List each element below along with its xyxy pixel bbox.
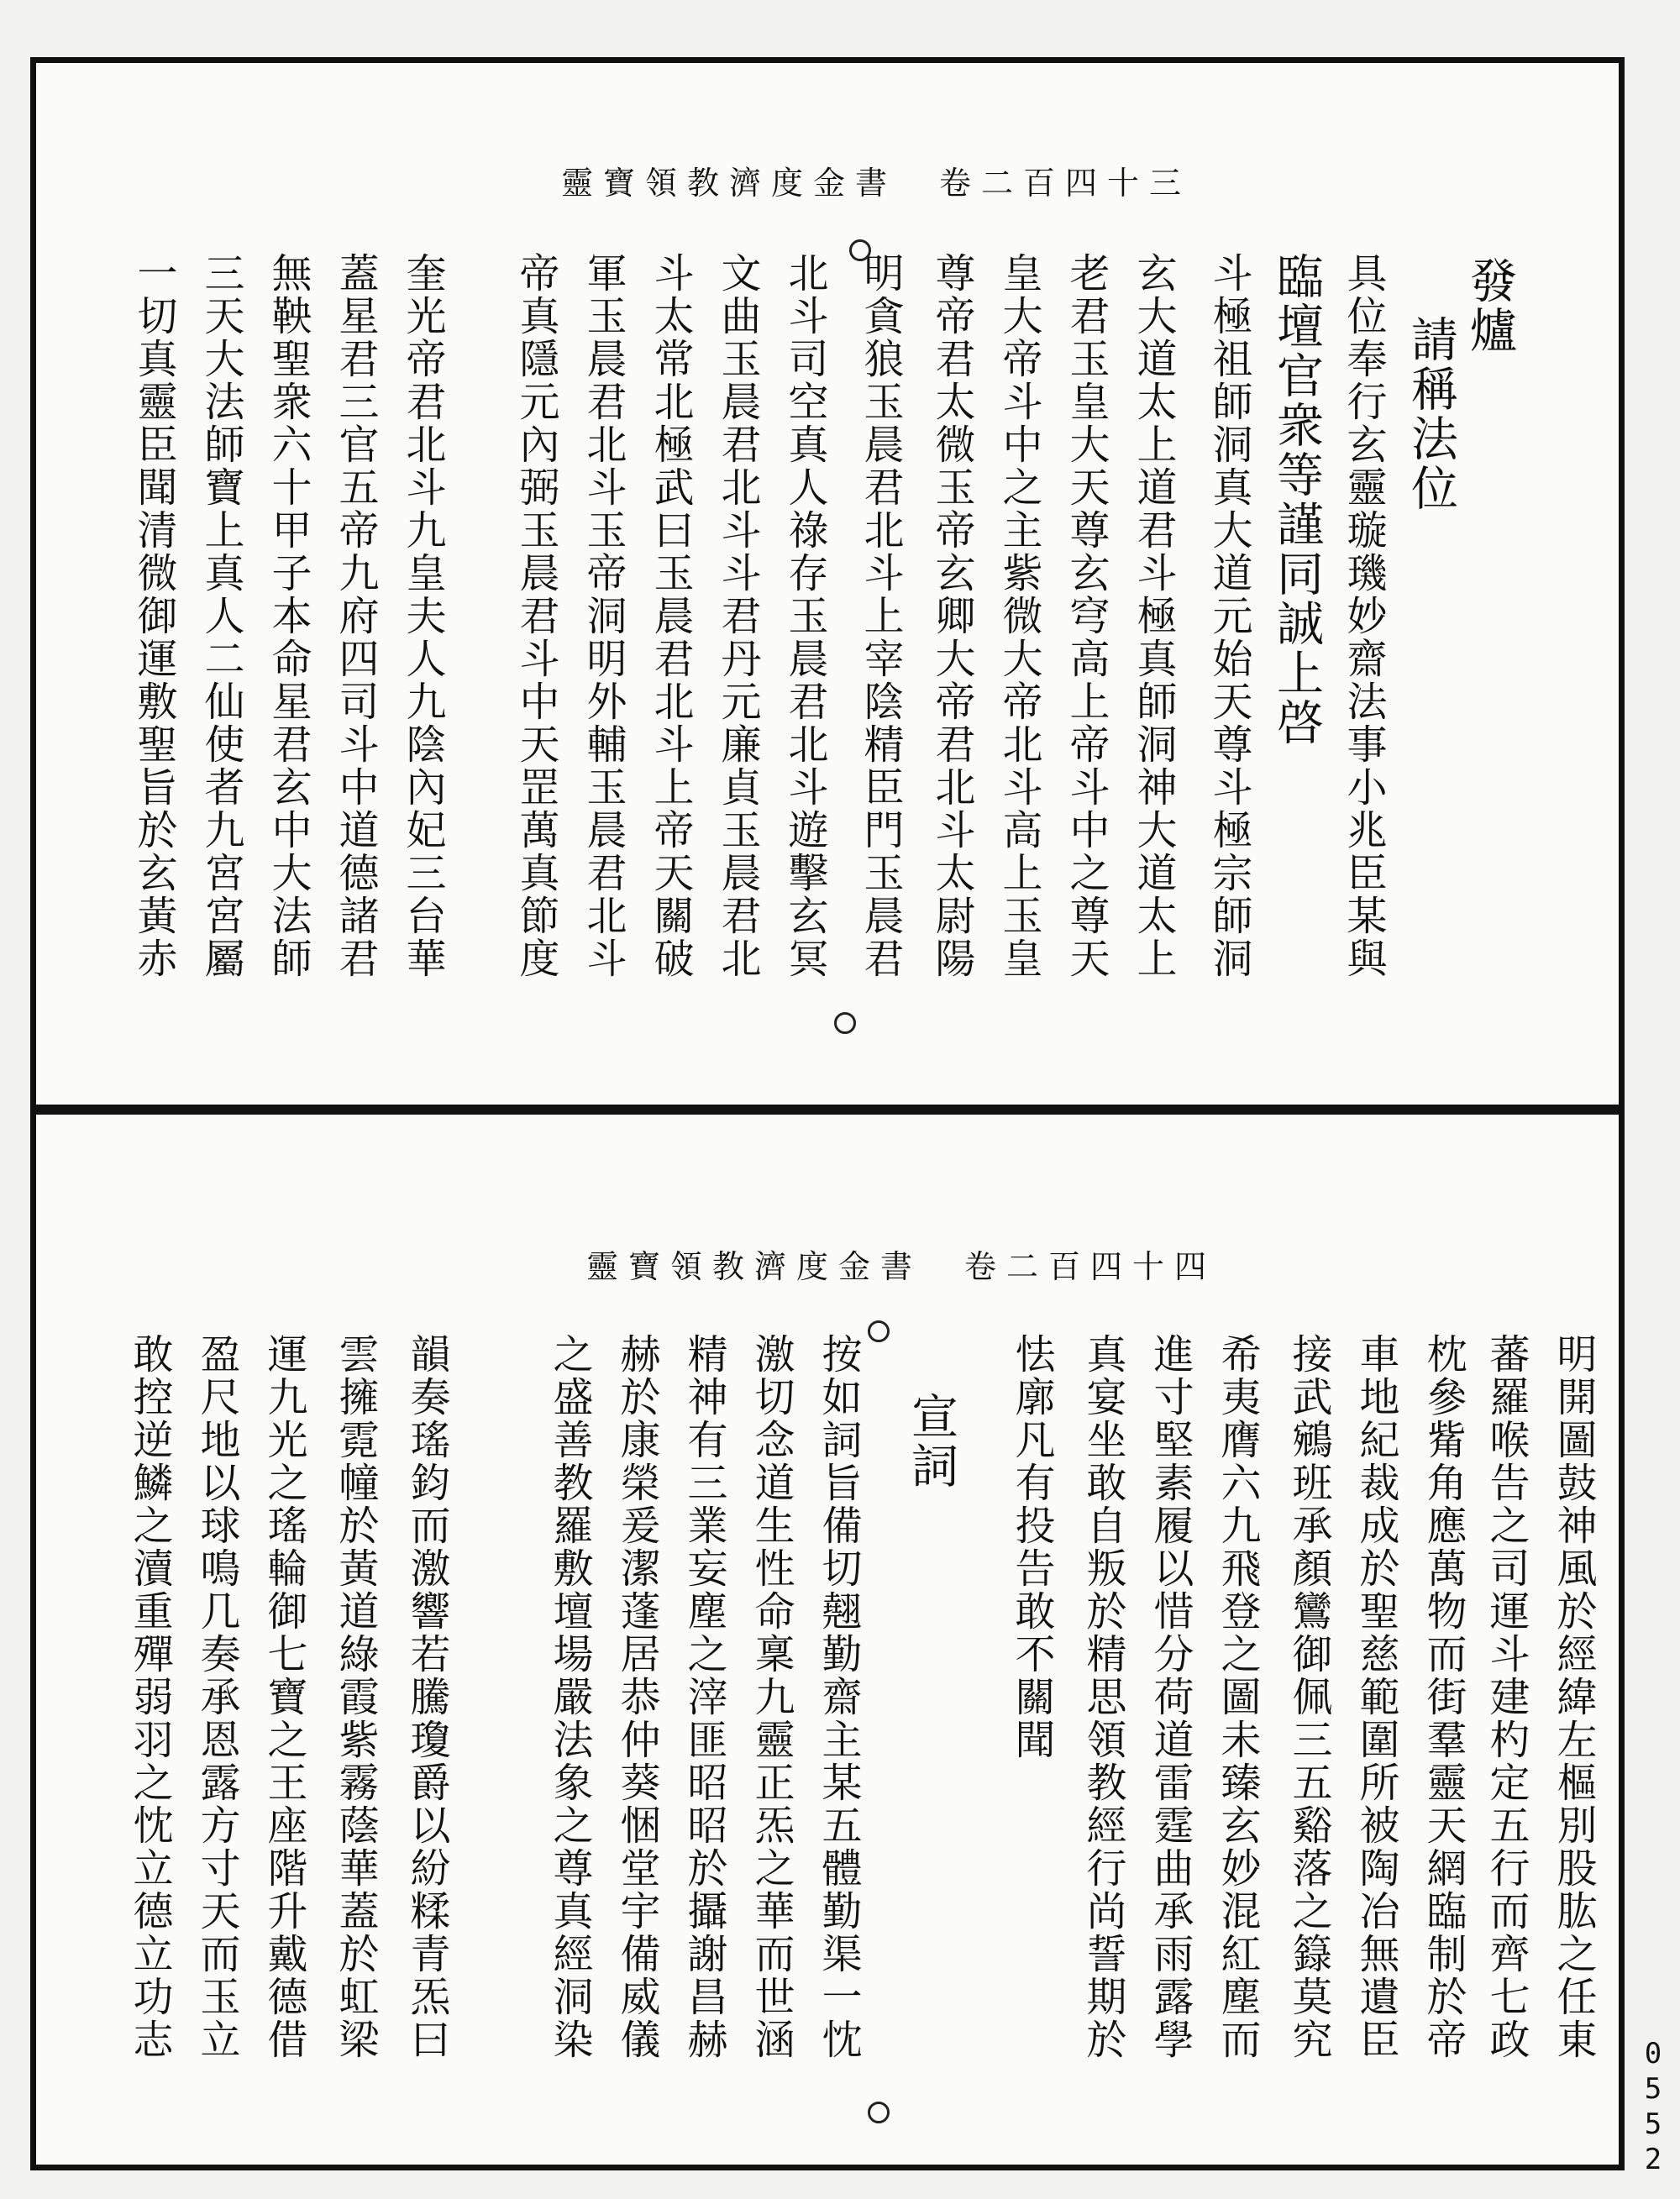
text-column: 臨壇官衆等謹同誠上啓 bbox=[1269, 252, 1324, 748]
text-column: 北斗司空真人祿存玉晨君北斗遊擊玄冥 bbox=[781, 252, 828, 980]
top-page bbox=[36, 63, 1619, 1105]
text-column: 請稱法位 bbox=[1404, 315, 1458, 513]
text-column: 斗極祖師洞真大道元始天尊斗極宗師洞 bbox=[1205, 252, 1252, 980]
bottom-page bbox=[36, 1115, 1619, 2165]
text-column: 精神有三業妄塵之滓匪昭昭於攝謝昌赫 bbox=[680, 1333, 727, 2061]
page-number: 0552 bbox=[1636, 2037, 1670, 2178]
text-column: 蓋星君三官五帝九府四司斗中道德諸君 bbox=[332, 252, 379, 980]
text-column: 真宴坐敢自叛於精思領教經行尚誓期於 bbox=[1079, 1333, 1126, 2061]
text-column: 發爐 bbox=[1462, 256, 1517, 355]
text-column: 赫於康榮爰潔蓬居恭仲葵悃堂宇備威儀 bbox=[613, 1333, 660, 2061]
text-column: 車地紀裁成於聖慈範圍所被陶冶無遺臣 bbox=[1352, 1333, 1399, 2061]
text-column: 玄大道太上道君斗極真師洞神大道太上 bbox=[1130, 252, 1177, 980]
top-page-header: 靈寶領教濟度金書 卷二百四十三 bbox=[560, 165, 1191, 202]
page-divider bbox=[36, 1105, 1619, 1115]
circle-mark-icon bbox=[868, 2102, 890, 2123]
text-column: 明貪狼玉晨君北斗上宰陰精臣門玉晨君 bbox=[857, 252, 904, 980]
text-column: 一切真靈臣聞清微御運敷聖旨於玄黃赤 bbox=[130, 252, 177, 980]
text-column: 接武鵷班承顏鸞御佩三五谿落之籙莫究 bbox=[1285, 1333, 1332, 2061]
text-column: 宣詞 bbox=[904, 1392, 958, 1491]
text-column: 之盛善教羅敷壇場嚴法象之尊真經洞染 bbox=[546, 1333, 593, 2061]
text-column: 三天大法師寶上真人二仙使者九宮宮屬 bbox=[197, 252, 244, 980]
text-column: 皇大帝斗中之主紫微大帝北斗高上玉皇 bbox=[995, 252, 1042, 980]
text-column: 奎光帝君北斗九皇夫人九陰內妃三台華 bbox=[399, 252, 446, 980]
text-column: 具位奉行玄靈璇璣妙齋法事小兆臣某與 bbox=[1340, 252, 1387, 980]
text-column: 軍玉晨君北斗玉帝洞明外輔玉晨君北斗 bbox=[580, 252, 627, 980]
text-column: 進寸堅素履以惜分荷道雷霆曲承雨露學 bbox=[1147, 1333, 1194, 2061]
text-column: 帝真隱元內弼玉晨君斗中天罡萬真節度 bbox=[512, 252, 559, 980]
text-column: 明開圖鼓神風於經緯左樞別股肱之任東 bbox=[1550, 1333, 1597, 2061]
text-column: 尊帝君太微玉帝玄卿大帝君北斗太尉陽 bbox=[928, 252, 975, 980]
page-frame bbox=[30, 57, 1625, 2170]
text-column: 敢控逆鱗之瀆重殫弱羽之忱立德立功志 bbox=[126, 1333, 173, 2061]
text-column: 韻奏瑤鈞而激響若騰瓊爵以紛糅青炁曰 bbox=[403, 1333, 450, 2061]
text-column: 激切念道生性命稟九靈正炁之華而世涵 bbox=[748, 1333, 795, 2061]
text-column: 文曲玉晨君北斗斗君丹元廉貞玉晨君北 bbox=[714, 252, 761, 980]
text-column: 按如詞旨備切翹勤齋主某五體勤渠一忱 bbox=[815, 1333, 862, 2061]
text-column: 盈尺地以球鳴几奏承恩露方寸天而玉立 bbox=[193, 1333, 240, 2061]
text-column: 枕參觜角應萬物而街羣靈天網臨制於帝 bbox=[1420, 1333, 1467, 2061]
text-column: 無鞅聖衆六十甲子本命星君玄中大法師 bbox=[265, 252, 312, 980]
text-column: 老君玉皇大天尊玄穹高上帝斗中之尊天 bbox=[1063, 252, 1110, 980]
circle-mark-icon bbox=[849, 239, 871, 261]
circle-mark-icon bbox=[868, 1320, 890, 1342]
circle-mark-icon bbox=[834, 1012, 856, 1034]
text-column: 運九光之瑤輪御七寶之王座階升戴德借 bbox=[260, 1333, 307, 2061]
text-column: 怯廓凡有投告敢不關聞 bbox=[1008, 1333, 1055, 1761]
bottom-page-header: 靈寶領教濟度金書 卷二百四十四 bbox=[585, 1248, 1216, 1285]
text-column: 蕃羅喉告之司運斗建杓定五行而齊七政 bbox=[1483, 1333, 1530, 2061]
text-column: 希夷膺六九飛登之圖未臻玄妙混紅塵而 bbox=[1214, 1333, 1261, 2061]
text-column: 斗太常北極武曰玉晨君北斗上帝天關破 bbox=[647, 252, 694, 980]
text-column: 雲擁霓幢於黃道綠霞紫霧蔭華蓋於虹梁 bbox=[332, 1333, 379, 2061]
